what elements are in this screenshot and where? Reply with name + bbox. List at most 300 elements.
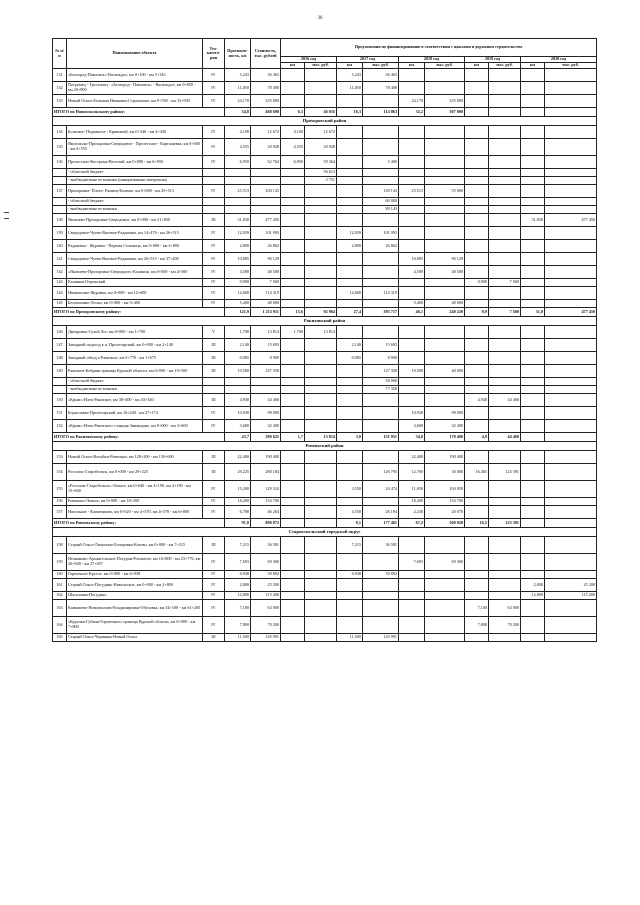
table-header	[53, 39, 597, 69]
object-name: Незнамово-Архангельское-Погудин-Роговатое, км 16+800 - км 23+776, км 26+940 - км 27+657	[67, 554, 203, 571]
km-y2017: 11,050	[337, 82, 363, 95]
object-name: Старый Оскол-Погудино-Никольское, км 0+000 - км 2+800	[67, 579, 203, 592]
object-name: Старый Оскол-Чернянка-Новый Оскол	[67, 634, 203, 642]
rub-y2019	[489, 300, 521, 308]
rub-y2018	[425, 386, 465, 394]
rub-y2018	[425, 198, 465, 206]
rub-y2019	[489, 240, 521, 253]
rub-y2020	[545, 82, 597, 95]
length-km: 0,905	[225, 352, 251, 365]
row-number: 150	[53, 394, 67, 407]
km-y2019	[465, 126, 489, 139]
km-y2019	[465, 506, 489, 519]
financing-table	[52, 38, 597, 642]
rub-y2016: 13 814	[305, 326, 337, 339]
cost-total	[251, 198, 281, 206]
km-y2016	[281, 600, 305, 617]
total-km-y2016	[281, 519, 305, 528]
cost-total: 204 143	[251, 185, 281, 198]
col-length: Протяжен-ность, км	[225, 39, 251, 69]
km-y2019	[465, 95, 489, 108]
object-row	[53, 506, 597, 519]
km-y2016	[281, 592, 305, 600]
rub-y2018: 190 400	[425, 451, 465, 464]
rub-y2017: 24 474	[363, 481, 399, 498]
total-label: ИТОГО по Новооскольскому району:	[53, 108, 225, 117]
object-name: «Крым»-Илек-Ракитное, км 38+400 - км 43+340	[67, 394, 203, 407]
row-number: 156	[53, 498, 67, 506]
rub-y2017	[363, 253, 399, 266]
rub-y2017	[363, 498, 399, 506]
km-y2017	[337, 394, 363, 407]
row-number: 161	[53, 579, 67, 592]
cost-total: 98 000	[251, 407, 281, 420]
row-number: 149	[53, 365, 67, 378]
row-number: 140	[53, 240, 67, 253]
tech-category: IV	[203, 554, 225, 571]
rub-y2016: 2 751	[305, 177, 337, 185]
km-y2020: 2,800	[521, 579, 545, 592]
cost-total: 154 700	[251, 498, 281, 506]
tech-category: IV	[203, 420, 225, 433]
km-y2017	[337, 498, 363, 506]
row-number: 162	[53, 592, 67, 600]
object-name: Новый Оскол-Большая Ивановка-Строкалово, км 9+760 - км 33+930	[67, 95, 203, 108]
km-y2017	[337, 95, 363, 108]
rub-y2017: 36 581	[363, 537, 399, 554]
rub-y2016	[305, 95, 337, 108]
rub-y2018	[425, 126, 465, 139]
object-name: Западный подъезд к п. Пролетарский, км 0+000 - км 2+140	[67, 339, 203, 352]
object-row	[53, 464, 597, 481]
rub-y2018: 20 070	[425, 506, 465, 519]
rub-y2016	[305, 537, 337, 554]
tech-category	[203, 206, 225, 214]
district-name: Ровеньский район	[53, 442, 597, 451]
rub-y2017: 101 993	[363, 227, 399, 240]
km-y2019	[465, 214, 489, 227]
cost-total: 15 693	[251, 339, 281, 352]
tech-category: III	[203, 339, 225, 352]
col-proposals: Предложения по финансированию в соответствии с циклами в дорожном строительстве	[281, 39, 597, 57]
cost-total: 129 324	[251, 481, 281, 498]
object-row	[53, 579, 597, 592]
rub-y2019	[489, 498, 521, 506]
km-y2017	[337, 126, 363, 139]
total-rub-y2020	[545, 108, 597, 117]
km-y2019: 7,800	[465, 617, 489, 634]
cost-total	[251, 177, 281, 185]
km-y2017	[337, 579, 363, 592]
rub-y2017	[363, 139, 399, 156]
object-name: - областной бюджет	[67, 169, 203, 177]
rub-y2020	[545, 326, 597, 339]
length-km: 15,200	[225, 481, 251, 498]
km-y2019	[465, 451, 489, 464]
km-y2019	[465, 240, 489, 253]
km-y2016	[281, 198, 305, 206]
km-y2017: 3,550	[337, 481, 363, 498]
row-number: 157	[53, 506, 67, 519]
total-cost: 1 213 911	[251, 308, 281, 317]
tech-category: IV	[203, 139, 225, 156]
row-number	[53, 206, 67, 214]
funding-source-row	[53, 378, 597, 386]
district-total-row	[53, 519, 597, 528]
total-km-y2018: 46,1	[399, 308, 425, 317]
cost-total	[251, 386, 281, 394]
rub-y2018	[425, 352, 465, 365]
unit-rub: тыс. руб.	[545, 63, 597, 69]
total-rub-y2017: 395 717	[363, 308, 399, 317]
km-y2016	[281, 169, 305, 177]
unit-rub: тыс. руб.	[363, 63, 399, 69]
rub-y2020	[545, 537, 597, 554]
km-y2018	[399, 287, 425, 300]
total-km-y2017: 16,3	[337, 108, 363, 117]
tech-category: IV	[203, 600, 225, 617]
rub-y2018	[425, 571, 465, 579]
row-number: 159	[53, 554, 67, 571]
object-row	[53, 617, 597, 634]
rub-y2020	[545, 279, 597, 287]
cost-total: 101 993	[251, 227, 281, 240]
km-y2016	[281, 378, 305, 386]
km-y2018: 18,200	[399, 498, 425, 506]
rub-y2020	[545, 177, 597, 185]
object-name: - внебюджетные источники (инициативные материалы)	[67, 177, 203, 185]
rub-y2019	[489, 206, 521, 214]
row-number: 143	[53, 279, 67, 287]
rub-y2016	[305, 227, 337, 240]
rub-y2016	[305, 464, 337, 481]
length-km: 31,830	[225, 214, 251, 227]
rub-y2018: 154 700	[425, 498, 465, 506]
total-km-y2017: 3,0	[337, 433, 363, 442]
rub-y2016	[305, 634, 337, 642]
cost-total: 280 184	[251, 464, 281, 481]
row-number: 138	[53, 214, 67, 227]
cost-total: 167 358	[251, 365, 281, 378]
km-y2016	[281, 386, 305, 394]
rub-y2020	[545, 352, 597, 365]
km-y2019: 4,940	[465, 394, 489, 407]
km-y2016	[281, 481, 305, 498]
total-km-y2019: 16,5	[465, 519, 489, 528]
rub-y2018: 40 000	[425, 365, 465, 378]
margin-tick	[4, 212, 9, 213]
funding-source-row	[53, 177, 597, 185]
unit-rub: тыс. руб.	[489, 63, 521, 69]
object-row	[53, 126, 597, 139]
object-name: «Яковлево-Прохоровка-Сверодное»-Калинин, км 0+000 - км 4+500	[67, 266, 203, 279]
rub-y2017	[363, 451, 399, 464]
object-name: Западный обход п.Ракитное, км 0+770 - км 1+675	[67, 352, 203, 365]
rub-y2018	[425, 214, 465, 227]
km-y2017	[337, 464, 363, 481]
row-number	[53, 169, 67, 177]
rub-y2017: 126 793	[363, 464, 399, 481]
row-number: 139	[53, 227, 67, 240]
km-y2020	[521, 481, 545, 498]
km-y2018	[399, 82, 425, 95]
tech-category: III	[203, 214, 225, 227]
km-y2017: 6,938	[337, 571, 363, 579]
length-km: 4,940	[225, 394, 251, 407]
rub-y2019	[489, 139, 521, 156]
row-number: 136	[53, 156, 67, 169]
object-row	[53, 634, 597, 642]
rub-y2018: 48 600	[425, 300, 465, 308]
row-number: 160	[53, 571, 67, 579]
km-y2018	[399, 339, 425, 352]
tech-category: IV	[203, 227, 225, 240]
funding-source-row	[53, 206, 597, 214]
km-y2017	[337, 386, 363, 394]
km-y2019	[465, 352, 489, 365]
object-row	[53, 185, 597, 198]
object-row	[53, 365, 597, 378]
object-name: Калинин-Отрожский	[67, 279, 203, 287]
rub-y2017: 36 463	[363, 69, 399, 82]
rub-y2019: 63 900	[489, 600, 521, 617]
total-km-y2018: 67,2	[399, 519, 425, 528]
km-y2020	[521, 253, 545, 266]
total-km-y2016: 6,3	[281, 108, 305, 117]
km-y2016	[281, 185, 305, 198]
km-y2017	[337, 600, 363, 617]
km-y2019	[465, 339, 489, 352]
km-y2019	[465, 634, 489, 642]
km-y2020	[521, 394, 545, 407]
rub-y2016: 20 928	[305, 139, 337, 156]
rub-y2017: 149 143	[363, 185, 399, 198]
km-y2017	[337, 214, 363, 227]
length-km: 6,938	[225, 571, 251, 579]
rub-y2019	[489, 554, 521, 571]
total-km-y2019: 0,9	[465, 308, 489, 317]
tech-category: IV	[203, 498, 225, 506]
km-y2016	[281, 634, 305, 642]
rub-y2018	[425, 139, 465, 156]
row-number: 137	[53, 185, 67, 198]
district-section-row	[53, 442, 597, 451]
rub-y2020	[545, 206, 597, 214]
object-row	[53, 227, 597, 240]
rub-y2019	[489, 287, 521, 300]
cost-total	[251, 378, 281, 386]
length-km: 22,400	[225, 451, 251, 464]
col-cost: Стоимость, тыс. рублей	[251, 39, 281, 69]
rub-y2019	[489, 95, 521, 108]
tech-category: IV	[203, 156, 225, 169]
row-number: 141	[53, 253, 67, 266]
km-y2020	[521, 139, 545, 156]
object-name: Старый Оскол-Лапыгино-Бочаровка-Котово, км 0+000 - км 7+215	[67, 537, 203, 554]
length-km: 12,039	[225, 227, 251, 240]
total-km-y2020	[521, 433, 545, 442]
rub-y2020	[545, 227, 597, 240]
km-y2016	[281, 240, 305, 253]
tech-category: IV	[203, 240, 225, 253]
km-y2020	[521, 82, 545, 95]
rub-y2020	[545, 365, 597, 378]
rub-y2017	[363, 554, 399, 571]
district-name: Старооскольский городской округ	[53, 528, 597, 537]
rub-y2019	[489, 592, 521, 600]
km-y2016	[281, 95, 305, 108]
rub-y2020	[545, 378, 597, 386]
total-rub-y2016: 46 035	[305, 108, 337, 117]
tech-category	[203, 378, 225, 386]
row-number: 154	[53, 464, 67, 481]
rub-y2018	[425, 206, 465, 214]
km-y2020	[521, 600, 545, 617]
km-y2016	[281, 227, 305, 240]
tech-category: V	[203, 326, 225, 339]
rub-y2020: 25 200	[545, 579, 597, 592]
km-y2016	[281, 339, 305, 352]
total-km-y2016: 1,7	[281, 433, 305, 442]
length-km: 2,140	[225, 339, 251, 352]
rub-y2017	[363, 177, 399, 185]
km-y2016: 4,555	[281, 139, 305, 156]
rub-y2020	[545, 451, 597, 464]
district-name: Ракитянский район	[53, 317, 597, 326]
rub-y2016	[305, 600, 337, 617]
km-y2016	[281, 506, 305, 519]
rub-y2020: 477 450	[545, 214, 597, 227]
object-row	[53, 554, 597, 571]
total-km-y2017: 27,4	[337, 308, 363, 317]
cost-total: 44 460	[251, 394, 281, 407]
km-y2017: 2,140	[337, 339, 363, 352]
rub-y2018	[425, 579, 465, 592]
km-y2019	[465, 185, 489, 198]
km-y2019	[465, 198, 489, 206]
object-name: Большое- Подывотье - Кривоный, км 0+346 - км 4+430	[67, 126, 203, 139]
object-name: «Крым»-Илек-Ракитное»-станция Зинаидино, км 0+000 - км 3+600	[67, 420, 203, 433]
year-2017: 2017 год	[337, 57, 399, 63]
length-km: 6,950	[225, 156, 251, 169]
cost-total: 69 300	[251, 554, 281, 571]
km-y2019	[465, 386, 489, 394]
object-name: Камышево-Новоуколово-Владимировка-Обуховка, км 54+100 - км 61+200	[67, 600, 203, 617]
object-name: - областной бюджет	[67, 378, 203, 386]
km-y2018	[399, 386, 425, 394]
km-y2019	[465, 481, 489, 498]
object-row	[53, 498, 597, 506]
km-y2020	[521, 326, 545, 339]
rub-y2019	[489, 352, 521, 365]
rub-y2017	[363, 95, 399, 108]
row-number: 155	[53, 481, 67, 498]
length-km: 12,600	[225, 287, 251, 300]
rub-y2016: 12 672	[305, 126, 337, 139]
rub-y2019	[489, 420, 521, 433]
total-km-y2019: 4,9	[465, 433, 489, 442]
object-name: Ракитное-Бобрава-граница Курской области, км 0+000 - км 19+500	[67, 365, 203, 378]
rub-y2017: 15 693	[363, 339, 399, 352]
km-y2017	[337, 279, 363, 287]
km-y2018: 2,230	[399, 506, 425, 519]
cost-total: 12 672	[251, 126, 281, 139]
km-y2016	[281, 617, 305, 634]
km-y2017	[337, 554, 363, 571]
tech-category: IV	[203, 126, 225, 139]
km-y2020	[521, 266, 545, 279]
km-y2020	[521, 287, 545, 300]
total-km-y2020: 31,8	[521, 308, 545, 317]
length-km: 7,215	[225, 537, 251, 554]
rub-y2016	[305, 394, 337, 407]
km-y2019	[465, 206, 489, 214]
tech-category: III	[203, 634, 225, 642]
year-2019: 2019 год	[465, 57, 521, 63]
rub-y2020	[545, 394, 597, 407]
rub-y2017	[363, 394, 399, 407]
rub-y2020	[545, 554, 597, 571]
rub-y2018	[425, 169, 465, 177]
total-length: 43,7	[225, 433, 251, 442]
object-row	[53, 394, 597, 407]
rub-y2016	[305, 506, 337, 519]
length-km: 7,800	[225, 617, 251, 634]
rub-y2019	[489, 198, 521, 206]
km-y2016	[281, 214, 305, 227]
km-y2020	[521, 240, 545, 253]
col-tech: Тех-катего-рия	[203, 39, 225, 69]
tech-category	[203, 386, 225, 394]
object-row	[53, 407, 597, 420]
rub-y2018	[425, 537, 465, 554]
total-cost: 380 625	[251, 433, 281, 442]
cost-total: 48 600	[251, 300, 281, 308]
rub-y2016	[305, 253, 337, 266]
row-number: 145	[53, 300, 67, 308]
total-km-y2018: 32,2	[399, 108, 425, 117]
year-2016: 2016 год	[281, 57, 337, 63]
cost-total	[251, 169, 281, 177]
rub-y2020	[545, 185, 597, 198]
rub-y2020	[545, 139, 597, 156]
km-y2017	[337, 177, 363, 185]
row-number: 142	[53, 266, 67, 279]
km-y2018: 5,400	[399, 300, 425, 308]
object-name: - областной бюджет	[67, 198, 203, 206]
rub-y2017: 89 143	[363, 206, 399, 214]
km-y2017: 7,215	[337, 537, 363, 554]
rub-y2020	[545, 464, 597, 481]
km-y2020	[521, 169, 545, 177]
object-name: Радьковка - Журавка - Першая Сельница, км 0+000 - км 2+800	[67, 240, 203, 253]
length-km: 25,513	[225, 185, 251, 198]
km-y2017	[337, 198, 363, 206]
total-rub-y2020	[545, 519, 597, 528]
rub-y2018: 40 500	[425, 266, 465, 279]
rub-y2020	[545, 420, 597, 433]
total-rub-y2018: 240 220	[425, 308, 465, 317]
total-km-y2020	[521, 519, 545, 528]
rub-y2019	[489, 177, 521, 185]
km-y2020	[521, 554, 545, 571]
length-km: 4,555	[225, 139, 251, 156]
row-number: 147	[53, 339, 67, 352]
tech-category: IV	[203, 617, 225, 634]
km-y2016	[281, 253, 305, 266]
rub-y2017	[363, 300, 399, 308]
total-rub-y2017: 151 951	[363, 433, 399, 442]
